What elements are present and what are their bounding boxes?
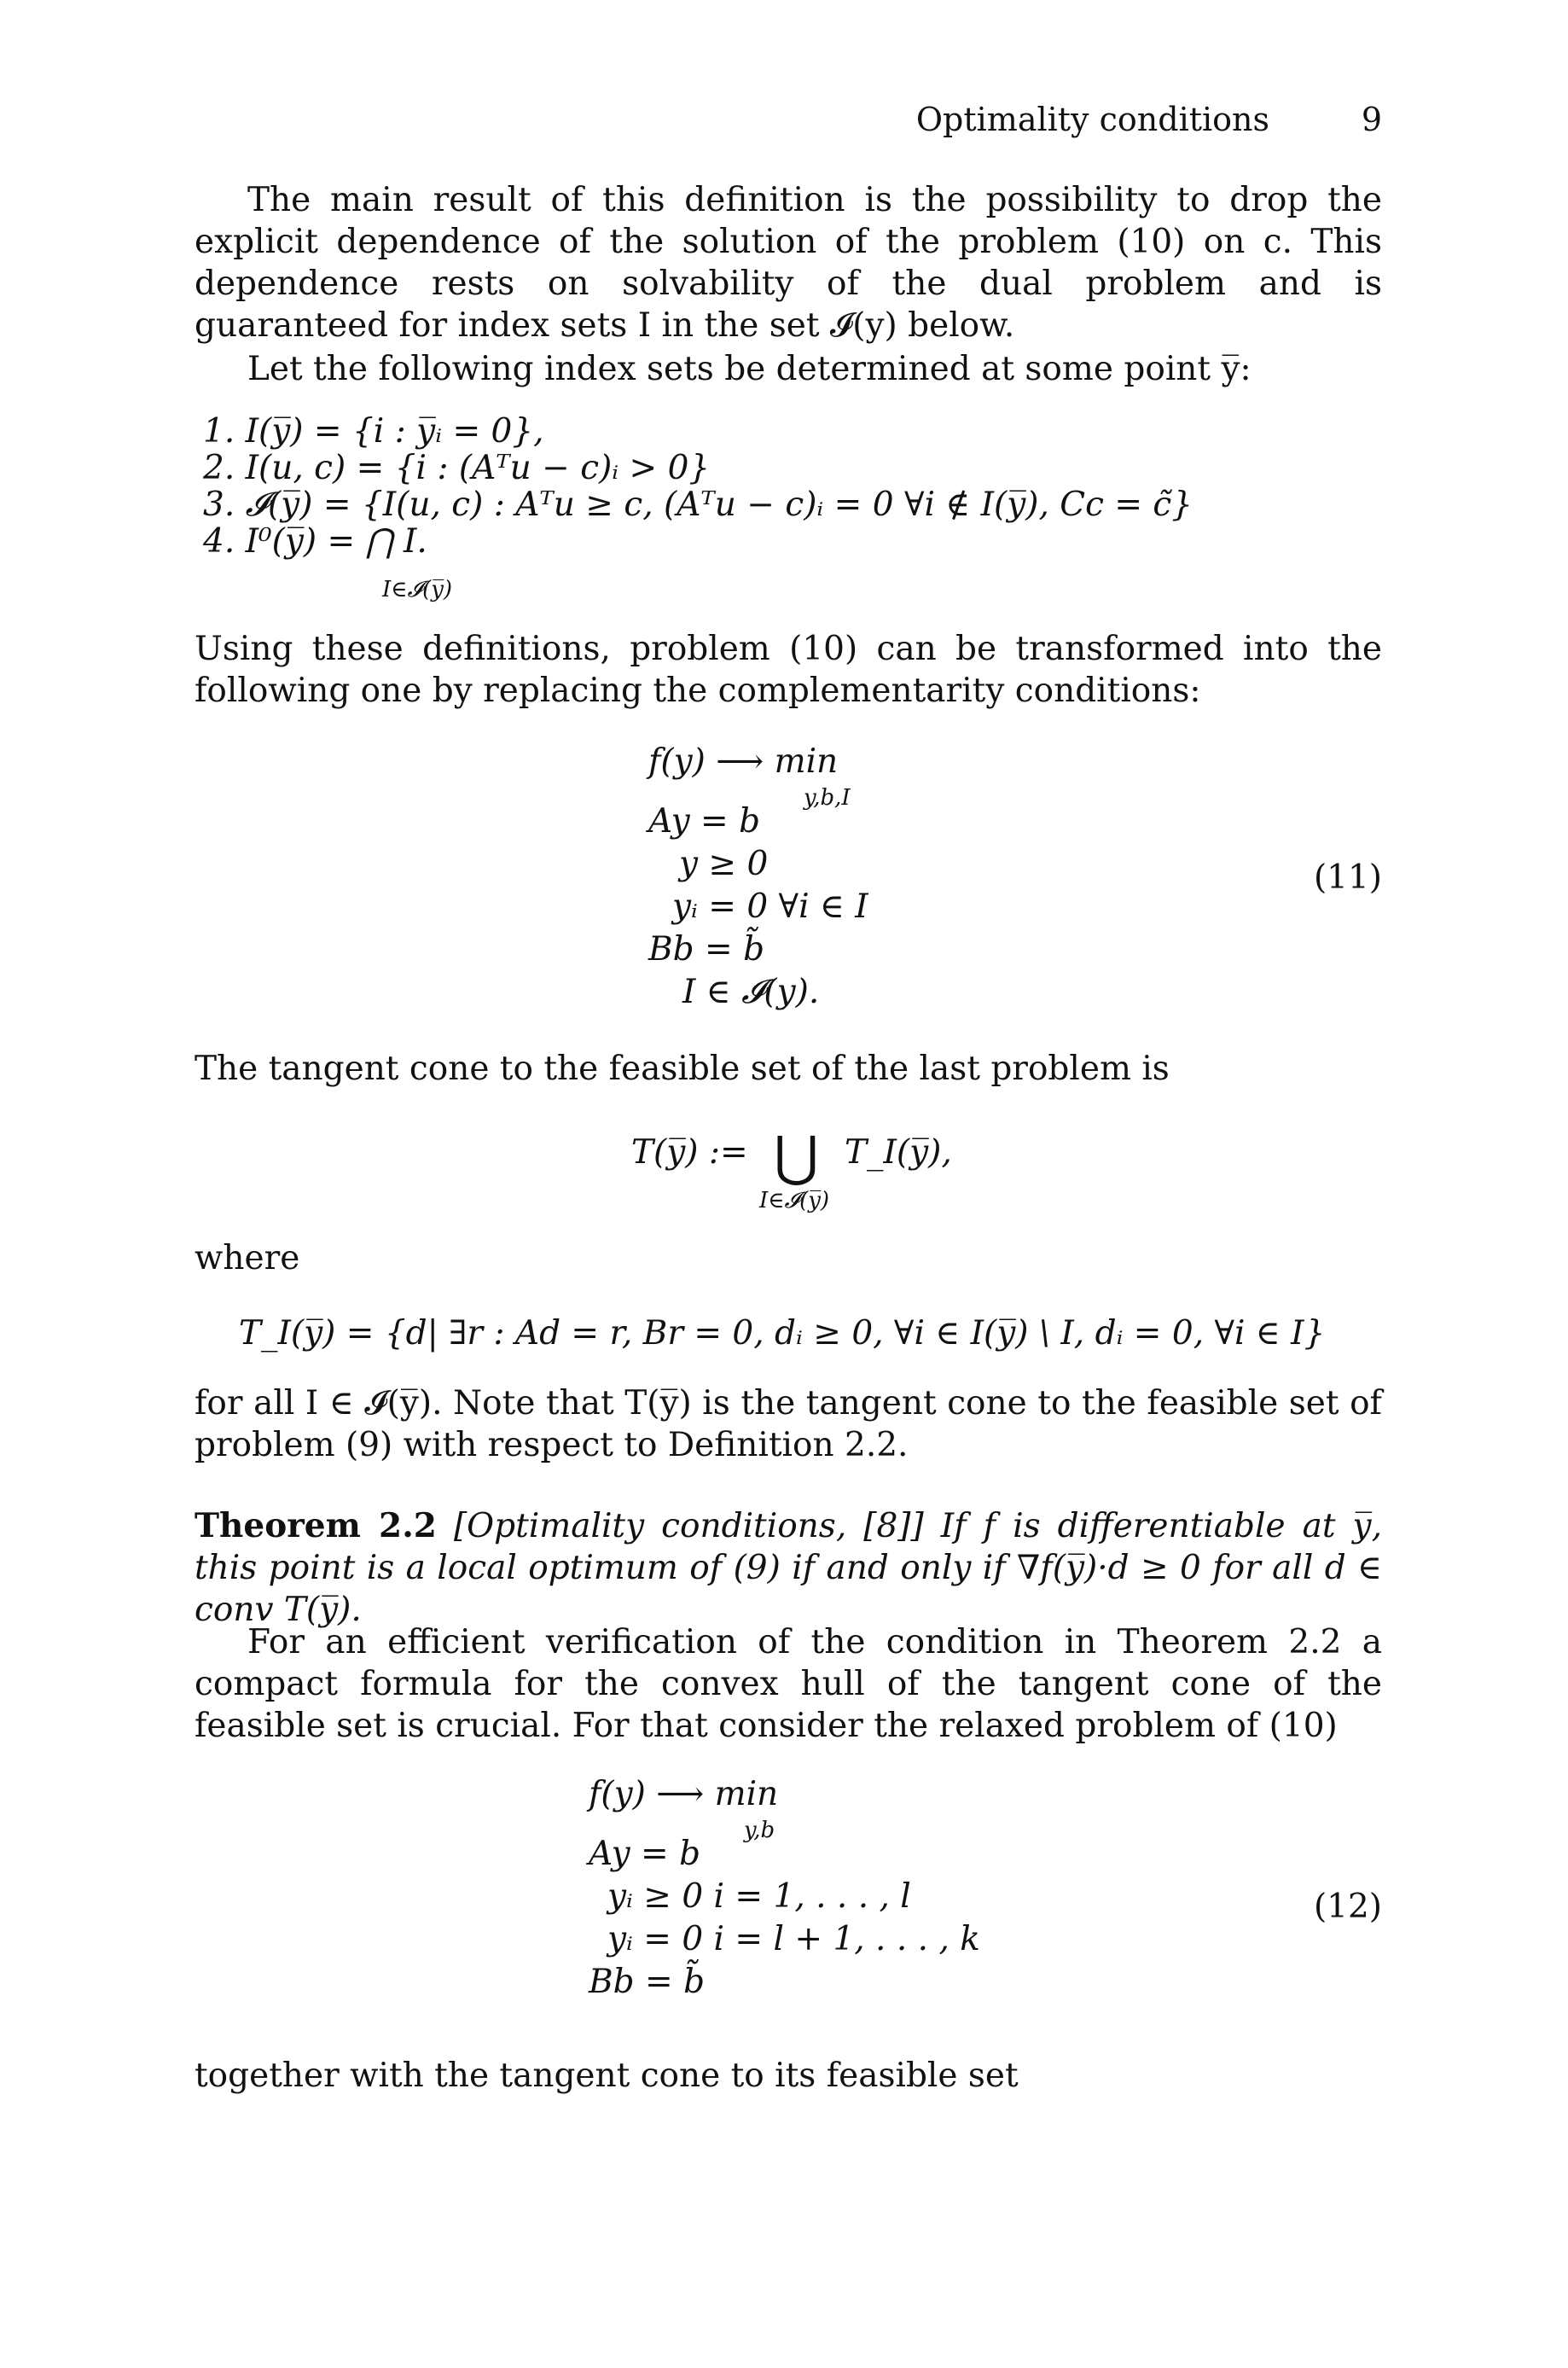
problem-12: [589, 1773, 980, 2004]
equation-line: Bb = b̃: [589, 1963, 706, 2001]
paragraph-7: For an efficient verification of the condition in Theorem 2.2 a compact formula for the convex hull of the tangent cone of the feasible set is crucial. For that consider the relaxed problem of (10): [195, 1623, 1382, 1745]
paragraph-4: The tangent cone to the feasible set of the last problem is: [195, 1050, 1170, 1088]
paragraph-5: where: [195, 1239, 300, 1277]
union-subscript: I∈𝓘(y̅): [759, 1188, 830, 1213]
list-item: 3. 𝓘(y̅) = {I(u, c) : Aᵀu ≥ c, (Aᵀu − c)ᵢ = 0 ∀i ∉ I(y̅), Cc = c̃}: [203, 486, 1193, 524]
theorem-2-2: [195, 1505, 1382, 1631]
list-item: 2. I(u, c) = {i : (Aᵀu − c)ᵢ > 0}: [203, 449, 711, 487]
equation-line: yᵢ = 0 i = l + 1, . . . , k: [607, 1920, 980, 1958]
equation-line: I ∈ 𝓘(y).: [682, 973, 820, 1011]
equation-number: (11): [1313, 858, 1382, 897]
tangent-cone-definition: T_I(y̅) = {d| ∃r : Ad = r, Br = 0, dᵢ ≥ 0, ∀i ∈ I(y̅) \ I, dᵢ = 0, ∀i ∈ I}: [239, 1314, 1326, 1353]
equation-line: Ay = b: [589, 1835, 701, 1873]
running-title: Optimality conditions: [915, 101, 1269, 138]
equation-line: y ≥ 0: [679, 845, 769, 883]
page-number: 9: [1361, 101, 1382, 138]
index-set-list: [203, 413, 1193, 560]
equation-number: (12): [1313, 1888, 1382, 1926]
paragraph-3: Using these definitions, problem (10) can be transformed into the following one by replacing the complementarity conditions:: [195, 630, 1382, 710]
min-subscript: y,b,I: [804, 785, 851, 811]
paragraph-1: The main result of this definition is the possibility to drop the explicit dependence of the solution of the problem (10) on c. This dependence rests on solvability of the dual problem and is guaranteed for index sets I in the set 𝓘(y) below.: [195, 181, 1382, 345]
min-subscript: y,b: [744, 1818, 775, 1843]
equation-line: Ay = b: [648, 802, 761, 841]
equation-line: f(y) ⟶ min: [648, 742, 839, 781]
list-item: 1. I(y̅) = {i : y̅ᵢ = 0},: [203, 412, 544, 451]
tangent-cone-lhs: T(y̅) :=: [631, 1133, 748, 1172]
paragraph-6: for all I ∈ 𝓘(y̅). Note that T(y̅) is the tangent cone to the feasible set of problem (9) with respect to Definition 2.2.: [195, 1384, 1382, 1464]
union-operator: ⋃: [774, 1126, 819, 1189]
paragraph-2: Let the following index sets be determined at some point y̅:: [247, 350, 1251, 388]
equation-line: yᵢ = 0 ∀i ∈ I: [672, 887, 868, 926]
theorem-label: Theorem 2.2: [195, 1506, 437, 1545]
list-item: 4. I⁰(y̅) = ⋂ I.: [203, 522, 427, 561]
tangent-cone-equation: [631, 1126, 952, 1189]
paragraph-8: together with the tangent cone to its feasible set: [195, 2057, 1019, 2095]
intersection-subscript: I∈𝓘(y̅): [382, 577, 453, 602]
theorem-body: [Optimality conditions, [8]] If f is differentiable at y̅, this point is a local optimum of (9) if and only if ∇f(y̅)·d ≥ 0 for all d ∈ conv T(y̅).: [195, 1507, 1382, 1629]
equation-line: f(y) ⟶ min: [589, 1775, 779, 1813]
equation-line: Bb = b̃: [648, 930, 765, 969]
tangent-cone-rhs: T_I(y̅),: [845, 1133, 952, 1172]
running-header: [195, 101, 1382, 148]
equation-line: yᵢ ≥ 0 i = 1, . . . , l: [607, 1877, 911, 1916]
problem-11: [648, 741, 868, 1014]
